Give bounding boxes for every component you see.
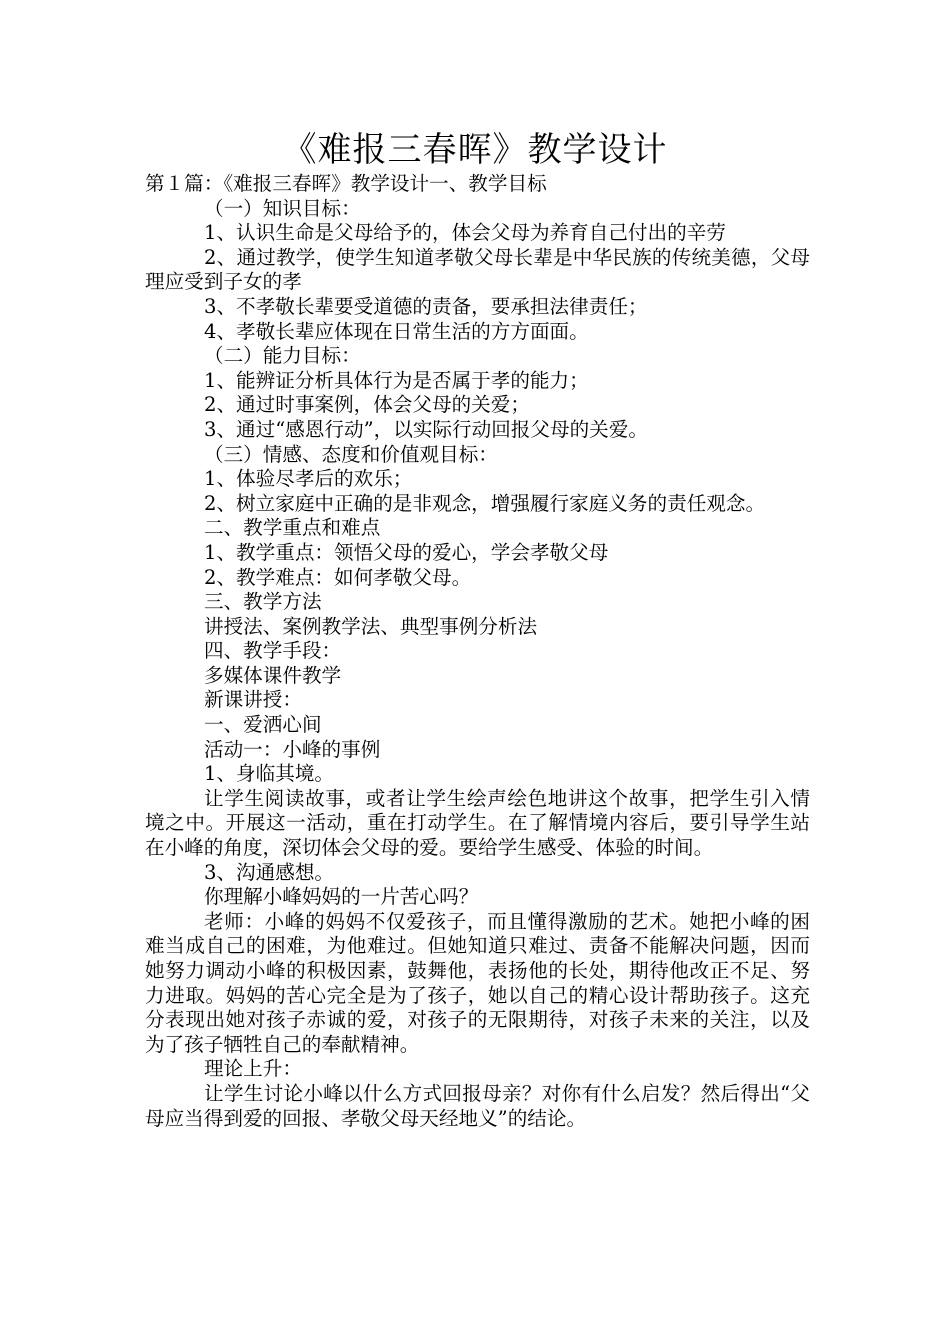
- paragraph: （三）情感、态度和价值观目标：: [204, 442, 498, 466]
- paragraph: 1、认识生命是父母给予的，体会父母为养育自己付出的辛劳: [204, 221, 726, 245]
- paragraph: 四、教学手段：: [204, 639, 342, 663]
- paragraph: （一）知识目标：: [204, 196, 361, 220]
- paragraph: 4、孝敬长辈应体现在日常生活的方方面面。: [204, 319, 589, 343]
- paragraph: 理论上升：: [204, 1057, 302, 1081]
- paragraph: 老师：小峰的妈妈不仅爱孩子，而且懂得激励的艺术。她把小峰的困难当成自己的困难，为他难过。但她知道只难过、责备不能解决问题，因而她努力调动小峰的积极因素，鼓舞他，表扬他的长处，期待他改正不足、努力进取。妈妈的苦心完全是为了孩子，她以自己的精心设计帮助孩子。这充分表现出她对孩子赤诚的爱，对孩子的无限期待，对孩子未来的关注，以及为了孩子牺牲自己的奉献精神。: [145, 909, 810, 1056]
- paragraph: 新课讲授：: [204, 688, 302, 712]
- document-title: 《难报三春晖》教学设计: [282, 130, 668, 170]
- paragraph: 二、教学重点和难点: [204, 516, 381, 540]
- paragraph: 让学生阅读故事，或者让学生绘声绘色地讲这个故事，把学生引入情境之中。开展这一活动，重在打动学生。在了解情境内容后，要引导学生站在小峰的角度，深切体会父母的爱。要给学生感受、体验的时间。: [145, 786, 810, 860]
- paragraph: 让学生讨论小峰以什么方式回报母亲？对你有什么启发？然后得出“父母应当得到爱的回报、孝敬父母天经地义”的结论。: [145, 1081, 810, 1130]
- paragraph: 2、树立家庭中正确的是非观念，增强履行家庭义务的责任观念。: [204, 491, 766, 515]
- paragraph: （二）能力目标：: [204, 344, 361, 368]
- paragraph: 三、教学方法: [204, 590, 322, 614]
- paragraph: 1、能辨证分析具体行为是否属于孝的能力；: [204, 368, 589, 392]
- paragraph: 第１篇：《难报三春晖》教学设计一、教学目标: [145, 172, 547, 195]
- paragraph: 3、不孝敬长辈要受道德的责备，要承担法律责任；: [204, 294, 648, 318]
- document-body: [145, 172, 810, 1131]
- paragraph: 1、身临其境。: [204, 762, 335, 786]
- paragraph: 1、体验尽孝后的欢乐；: [204, 467, 413, 491]
- paragraph: 2、教学难点：如何孝敬父母。: [204, 565, 472, 589]
- paragraph: 多媒体课件教学: [204, 663, 342, 687]
- paragraph: 活动一：小峰的事例: [204, 737, 381, 761]
- paragraph: 讲授法、案例教学法、典型事例分析法: [204, 614, 538, 638]
- paragraph: 2、通过教学，使学生知道孝敬父母长辈是中华民族的传统美德，父母理应受到子女的孝: [145, 245, 810, 294]
- paragraph: 一、爱洒心间: [204, 713, 322, 737]
- paragraph: 你理解小峰妈妈的一片苦心吗？: [204, 885, 479, 909]
- paragraph: 2、通过时事案例，体会父母的关爱；: [204, 393, 530, 417]
- paragraph: 3、沟通感想。: [204, 860, 335, 884]
- paragraph: 3、通过“感恩行动”，以实际行动回报父母的关爱。: [204, 417, 648, 441]
- paragraph: 1、教学重点：领悟父母的爱心，学会孝敬父母: [204, 540, 609, 564]
